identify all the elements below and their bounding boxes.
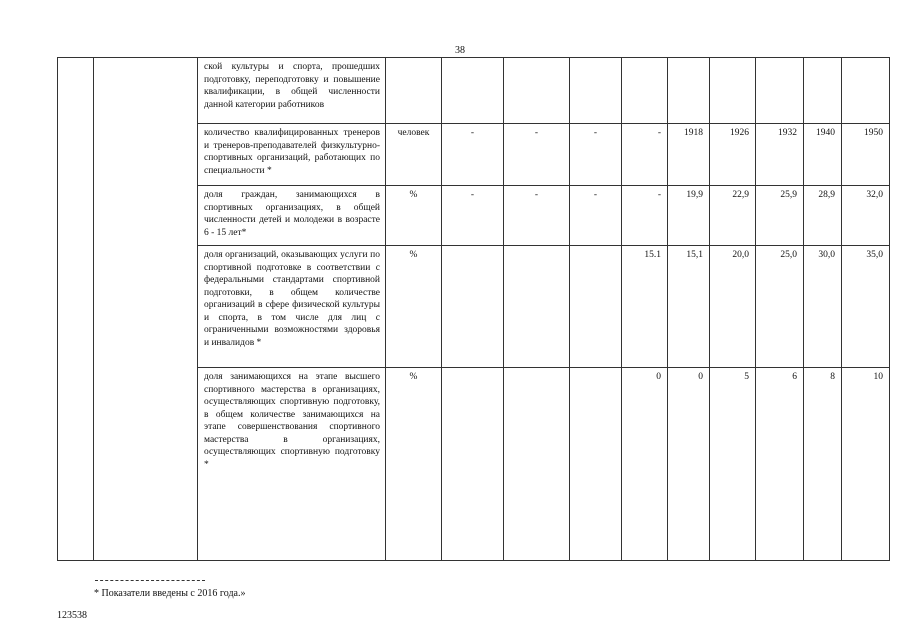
value-cell: 25,0 <box>756 246 804 368</box>
indicator-name: количество квалифицированных тренеров и тренеров-преподавателей физкультурно-спортивных организаций, работающих по специальности * <box>198 124 386 186</box>
table-row <box>58 58 890 124</box>
footnote-divider <box>95 580 205 581</box>
value-cell: - <box>442 186 504 246</box>
indicator-name: доля граждан, занимающихся в спортивных организациях, в общей численности детей и молодежи в возрасте 6 - 15 лет* <box>198 186 386 246</box>
value-cell <box>622 58 668 124</box>
unit-cell <box>386 58 442 124</box>
unit-cell: % <box>386 186 442 246</box>
value-cell: 15.1 <box>622 246 668 368</box>
value-cell <box>442 246 504 368</box>
indicator-name: ской культуры и спорта, прошедших подготовку, переподготовку и повышение квалификации, в общей численности данной категории работников <box>198 58 386 124</box>
value-cell <box>570 368 622 561</box>
value-cell: 30,0 <box>804 246 842 368</box>
value-cell <box>504 246 570 368</box>
value-cell <box>804 58 842 124</box>
value-cell: 28,9 <box>804 186 842 246</box>
value-cell <box>570 246 622 368</box>
indicator-name: доля организаций, оказывающих услуги по спортивной подготовке в соответствии с федеральными стандартами спортивной подготовки, в общем количестве организаций в сфере физической культуры и спорта, в том числе для лиц с ограниченными возможностями здоровья и инвалидов * <box>198 246 386 368</box>
value-cell: 5 <box>710 368 756 561</box>
empty-cell <box>94 58 198 561</box>
value-cell: 19,9 <box>668 186 710 246</box>
value-cell: 35,0 <box>842 246 890 368</box>
value-cell: - <box>570 124 622 186</box>
value-cell <box>442 58 504 124</box>
value-cell <box>710 58 756 124</box>
unit-cell: % <box>386 368 442 561</box>
document-id: 123538 <box>57 610 87 621</box>
unit-cell: % <box>386 246 442 368</box>
value-cell: 25,9 <box>756 186 804 246</box>
value-cell: - <box>442 124 504 186</box>
value-cell: 0 <box>622 368 668 561</box>
value-cell: 8 <box>804 368 842 561</box>
value-cell: 32,0 <box>842 186 890 246</box>
value-cell <box>842 58 890 124</box>
value-cell: 1918 <box>668 124 710 186</box>
value-cell <box>504 368 570 561</box>
value-cell: 0 <box>668 368 710 561</box>
value-cell: - <box>622 186 668 246</box>
value-cell <box>504 58 570 124</box>
footnote: * Показатели введены с 2016 года.» <box>94 588 246 599</box>
page-number: 38 <box>455 45 465 56</box>
value-cell: - <box>622 124 668 186</box>
value-cell: 6 <box>756 368 804 561</box>
value-cell: 20,0 <box>710 246 756 368</box>
value-cell: 1932 <box>756 124 804 186</box>
value-cell: - <box>504 124 570 186</box>
value-cell: 1926 <box>710 124 756 186</box>
value-cell <box>570 58 622 124</box>
value-cell: 10 <box>842 368 890 561</box>
value-cell: 22,9 <box>710 186 756 246</box>
value-cell <box>668 58 710 124</box>
empty-cell <box>58 58 94 561</box>
value-cell: 1940 <box>804 124 842 186</box>
value-cell: - <box>570 186 622 246</box>
value-cell: 1950 <box>842 124 890 186</box>
indicator-name: доля занимающихся на этапе высшего спортивного мастерства в организациях, осуществляющих спортивную подготовку, в общем количестве занимающихся на этапе совершенствования спортивного мастерства в организациях, осуществляющих спортивную подготовку * <box>198 368 386 561</box>
indicators-table <box>57 57 890 561</box>
value-cell <box>442 368 504 561</box>
unit-cell: человек <box>386 124 442 186</box>
value-cell: - <box>504 186 570 246</box>
value-cell <box>756 58 804 124</box>
value-cell: 15,1 <box>668 246 710 368</box>
